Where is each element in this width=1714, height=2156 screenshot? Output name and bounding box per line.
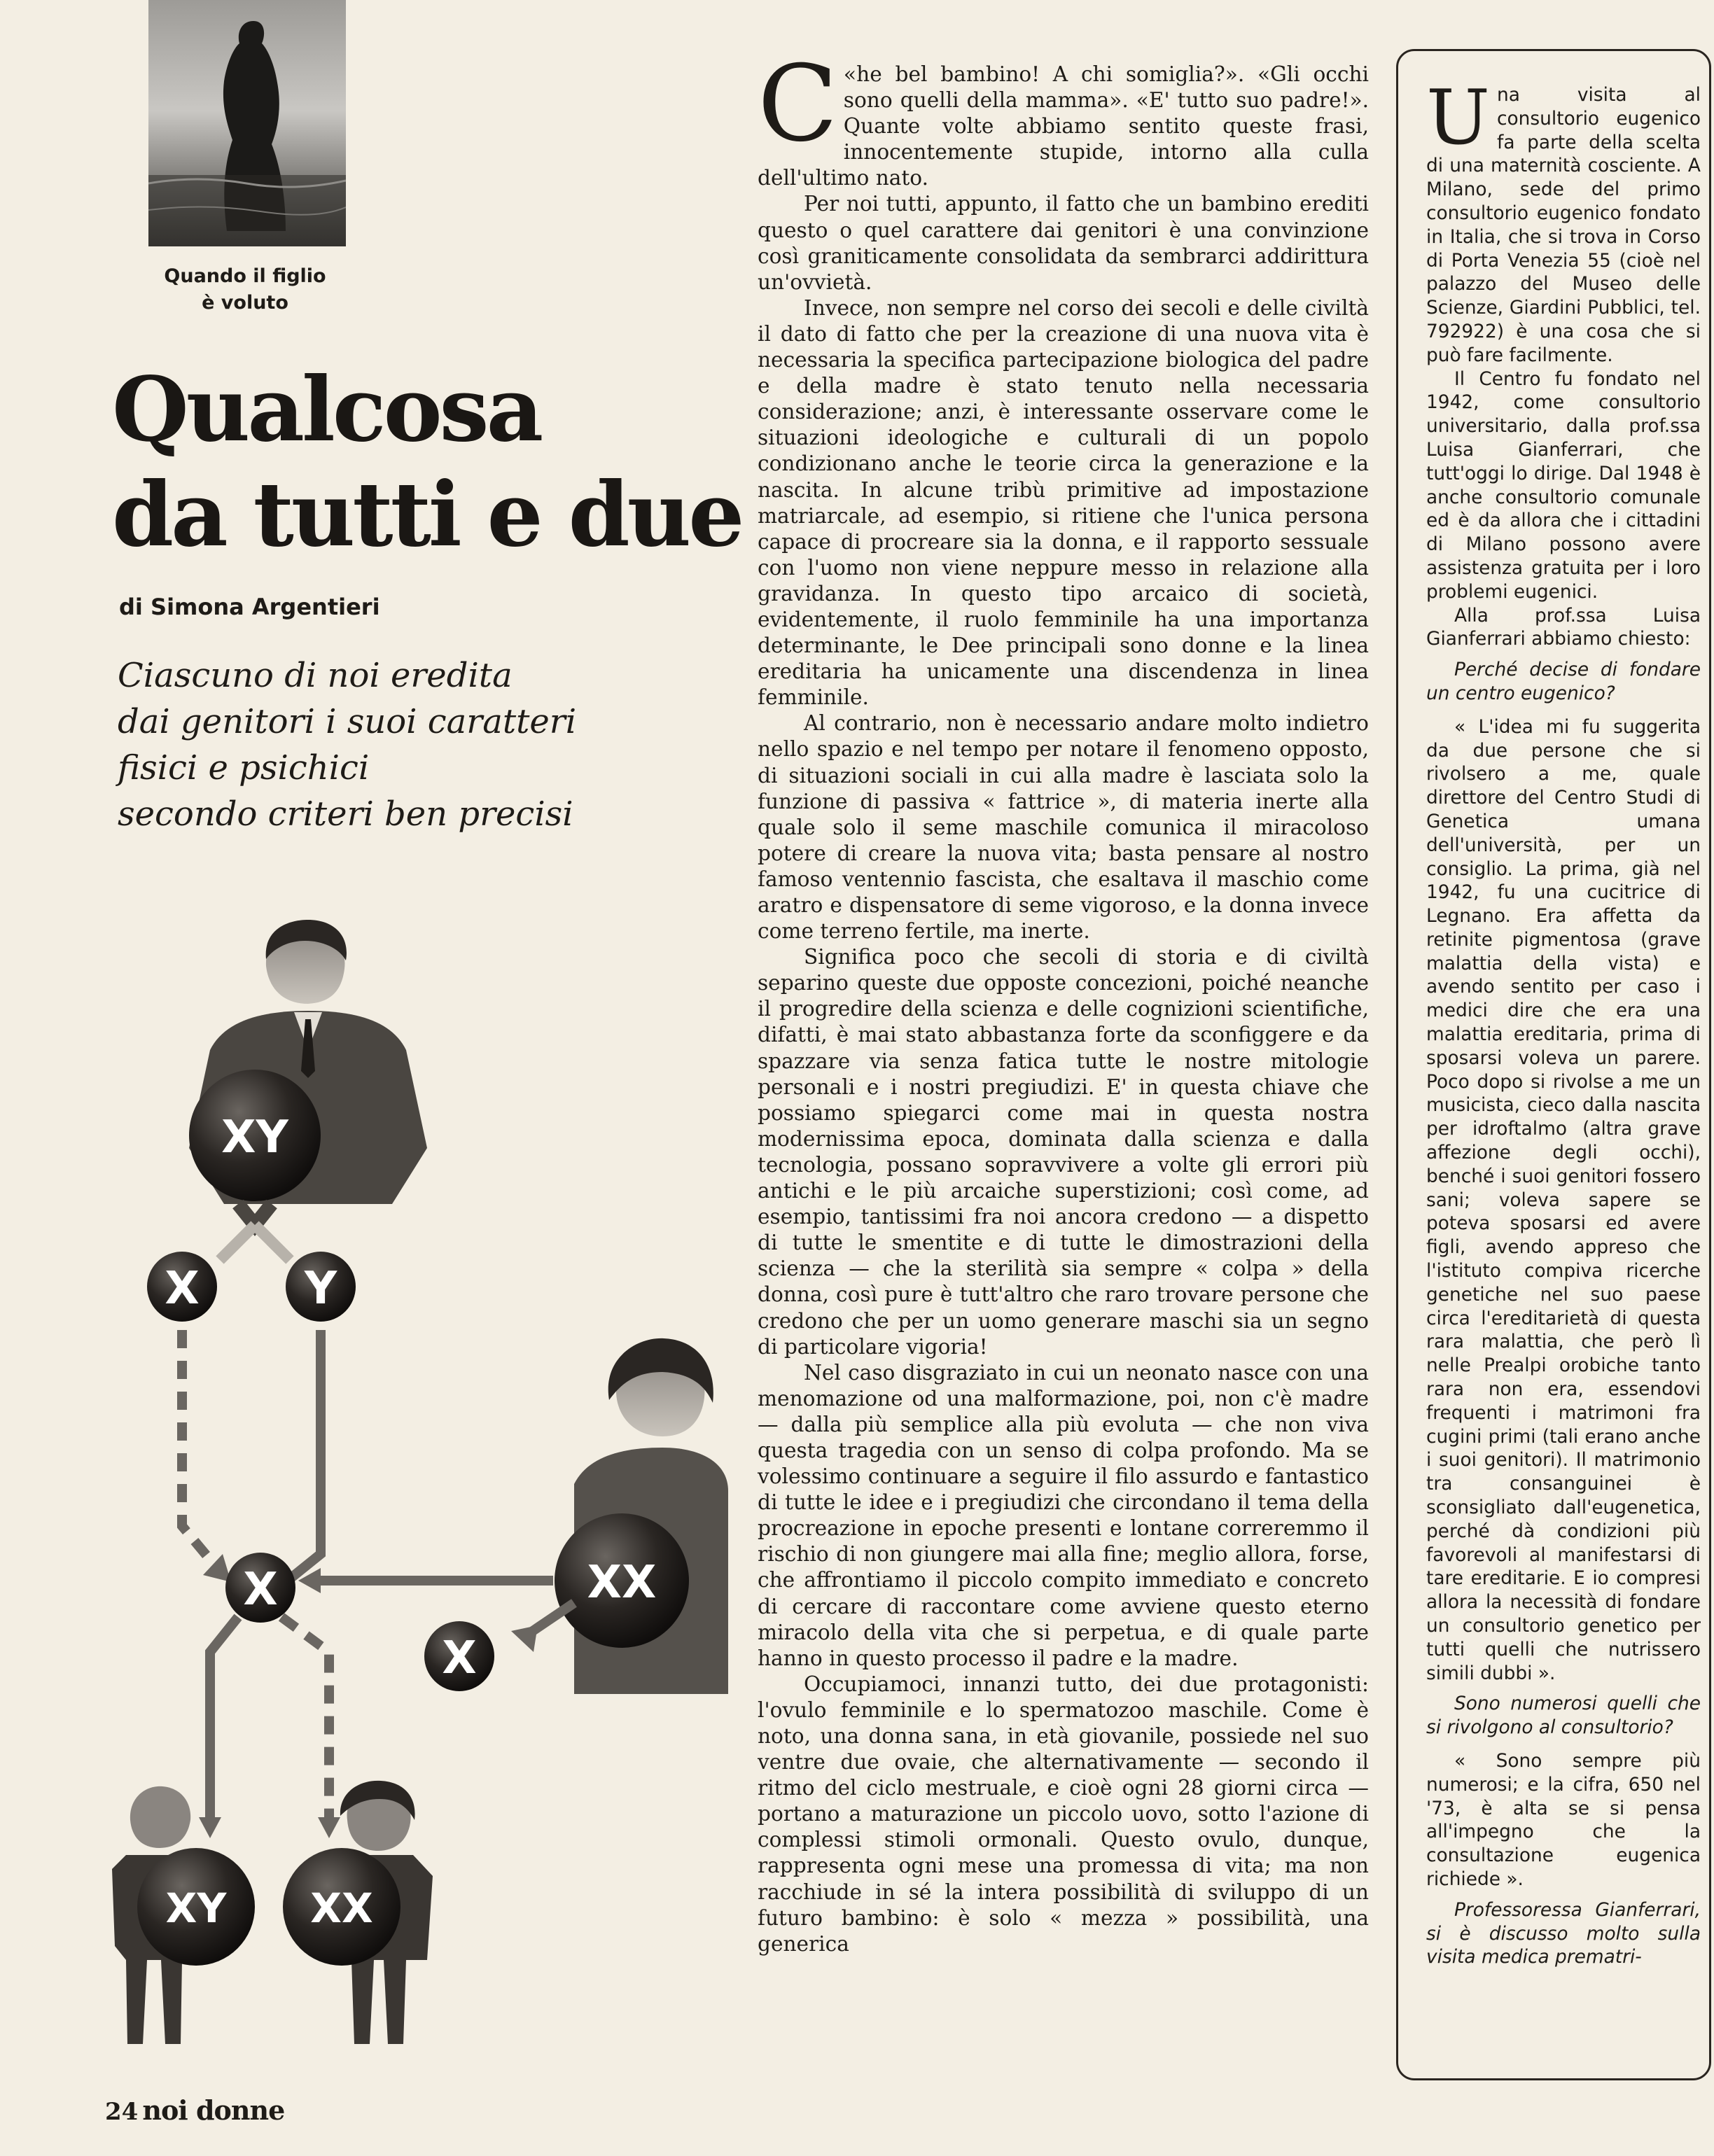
arrow-to-son <box>210 1617 238 1820</box>
sidebar-question-3: Professoressa Gianferrari, si è discusso molto sulla visita medica prematri- <box>1426 1898 1701 1968</box>
svg-text:X: X <box>243 1564 278 1616</box>
svg-text:XY: XY <box>165 1884 227 1932</box>
sidebar-paragraph-3: Alla prof.ssa Luisa Gianferrari abbiamo chiesto: <box>1426 604 1701 650</box>
dashed-arrow-to-daughter <box>281 1617 329 1820</box>
photo-caption: Quando il figlio è voluto <box>164 265 326 314</box>
interview-sidebar <box>1396 49 1711 2080</box>
magazine-name: noi donne <box>142 2094 285 2126</box>
page-number: 24 <box>105 2098 139 2126</box>
byline: di Simona Argentieri <box>119 594 380 620</box>
sidebar-answer-2: « Sono sempre più numerosi; e la cifra, 650 nel '73, è alta se si pensa all'impegno che la consultazione eugenica richiede ». <box>1426 1749 1701 1890</box>
son-chromosome-ball <box>137 1848 255 1966</box>
svg-text:X: X <box>165 1263 200 1315</box>
deck-subtitle: Ciascuno di noi eredita dai genitori i suoi caratteri fisici e psichici secondo criteri ben precisi <box>118 656 577 834</box>
inheritance-diagram <box>98 910 728 2058</box>
sidebar-question-2: Sono numerosi quelli che si rivolgono al consultorio? <box>1426 1693 1701 1739</box>
zygote-ball <box>225 1553 295 1623</box>
page-title: Qualcosa da tutti e due <box>112 358 742 566</box>
dashed-arrow-x <box>182 1330 217 1568</box>
sidebar-intro: Una visita al consultorio eugenico fa parte della scelta di una maternità cosciente. A Milano, sede del primo consultorio eugenico fondato in Italia, che si trova in Corso di Porta Venezia 55 (cioè nel palazzo del Museo delle Scienze, Giardini Pubblici, tel. 792922) è una cosa che si può fare facilmente. <box>1426 74 1701 366</box>
svg-text:Y: Y <box>304 1263 337 1315</box>
silhouette-figure <box>148 0 346 246</box>
mother-gamete-x <box>424 1621 494 1691</box>
photo-woman-in-water <box>148 0 346 246</box>
article-paragraph-6: Nel caso disgraziato in cui un neonato nasce con una menomazione od una malformazione, poi, non c'è madre — dalla più semplice alla più evoluta — che non viva questa tragedia con un senso di colpa profondo. Ma se volessimo continuare a seguire il filo assurdo e fantastico di tutte le idee e i pregiudizi che circondano il tema della procreazione in epoche presenti e lontane correremmo il rischio di non giungere mai alla fine; meglio allora, forse, che affrontiamo il piccolo compito immediato e concreto di cercare di raccontare come avviene questo eterno miracolo della vita che si perpetua, e di quale parte hanno in questo processo il padre e la madre. <box>758 1360 1369 1670</box>
svg-text:XX: XX <box>310 1884 373 1932</box>
sidebar-paragraph-2: Il Centro fu fondato nel 1942, come consultorio universitario, dalla prof.ssa Luisa Gianferrari, che tutt'oggi lo dirige. Dal 1948 è anche consultorio comunale ed è da allora che i cittadini di Milano possono avere assistenza gratuita per i loro problemi eugenici. <box>1426 368 1701 603</box>
mother-chromosome-ball <box>555 1513 689 1648</box>
father-label: XY <box>221 1112 288 1163</box>
article-dropcap: C <box>758 43 838 165</box>
sidebar-answer-1: « L'idea mi fu suggerita da due persone che si rivolsero a me, quale direttore del Centro Studi di Genetica umana dell'università, per un consiglio. La prima, già nel 1942, fu una cucitrice di Legnano. Era affetta da retinite pigmentosa (grave malattia della vista) e avendo sentito per caso i medici dire che era una malattia ereditaria, prima di sposarsi voleva un parere. Poco dopo si rivolse a me un musicista, cieco dalla nascita per idroftalmo (altra grave affezione degli occhi), benché i suoi genitori fossero sani; voleva sapere se poteva sposarsi ed avere figli, avendo appreso che l'istituto compiva ricerche genetiche nel suo paese circa l'ereditarietà di questa rara malattia, che però lì nelle Prealpi orobiche tanto rara non era, essendovi frequenti i matrimoni fra cugini primi (tali erano anche i suoi genitori). Il matrimonio tra consanguinei è sconsigliato dall'eugenetica, perché dà condizioni più favorevoli al manifestarsi di tare ereditarie. E io compresi allora la necessità di fondare un consultorio genetico per tutti quelli che nutrissero simili dubbi ». <box>1426 715 1701 1684</box>
page-footer <box>105 2094 284 2126</box>
article-paragraph-7: Occupiamoci, innanzi tutto, dei due protagonisti: l'ovulo femminile e lo spermatozoo maschile. Come è noto, una donna sana, in età giovanile, possiede nel suo ventre due ovaie, che alternativamente — secondo il ritmo del ciclo mestruale, e cioè ogni 28 giorni circa — portano a maturazione un piccolo uovo, sotto l'azione di complessi stimoli ormonali. Questo ovulo, dunque, rappresenta ogni mese una promessa di vita; ma non racchiude in sé la intera possibilità di sviluppo di un futuro bambino: è solo « mezza » possibilità, una generica <box>758 1672 1369 1956</box>
article-paragraph-4: Al contrario, non è necessario andare molto indietro nello spazio e nel tempo per notare il fenomeno opposto, di situazioni sociali in cui alla madre è lasciata solo la funzione di passiva « fattrice », di materia inerte alla quale solo il seme maschile comunica il miracoloso potere di creare la nuova vita; basta pensare al nostro famoso ventennio fascista, che esaltava il maschio come aratro e dispensatore di seme vigoroso, e la donna invece come terreno fertile, ma inerte. <box>758 711 1369 944</box>
article-body <box>758 43 1369 1957</box>
sidebar-question-1: Perché decise di fondare un centro eugenico? <box>1426 659 1701 704</box>
open-quote: « <box>843 62 857 87</box>
sidebar-dropcap: U <box>1426 74 1491 162</box>
mother-label: XX <box>587 1557 657 1609</box>
article-paragraph-1: « C he bel bambino! A chi somiglia?». «Gli occhi sono quelli della mamma». «E' tutto suo padre!». Quante volte abbiamo sentito queste frasi, innocentemente stupide, intorno alla culla dell'ultimo nato. <box>758 43 1369 190</box>
svg-text:X: X <box>442 1632 477 1684</box>
solid-arrow-y <box>277 1330 321 1589</box>
gamete-y <box>286 1252 356 1322</box>
article-paragraph-5: Significa poco che secoli di storia e di civiltà separino queste due opposte concezioni, poiché neanche il progredire della scienza e delle cognizioni scientifiche, difatti, è mai stato abbastanza forte da sconfiggere e da spazzare via senza fatica tutte le nostre mitologie personali e i nostri pregiudizi. E' in questa chiave che possiamo spiegarci come mai in questa nostra modernissima epoca, dominata dalla scienza e dalla tecnologia, possano sopravvivere a volte gli errori più antichi e le più arcaiche superstizioni; così come, ad esempio, tantissimi fra noi ancora credono — a dispetto di tutte le smentite e di tutte le dimostrazioni della scienza — che la sterilità sia sempre « colpa » della donna, così pure è tutt'altro che raro trovare persone che credono che per un uomo generare maschi sia un segno di particolare vigoria! <box>758 945 1369 1359</box>
daughter-chromosome-ball <box>283 1848 400 1966</box>
article-paragraph-2: Per noi tutti, appunto, il fatto che un bambino erediti questo o quel carattere dai genitori è una convinzione così graniticamente consolidata da sembrarci addirittura un'ovvietà. <box>758 192 1369 294</box>
gamete-x <box>147 1252 217 1322</box>
split-connector <box>238 1204 272 1225</box>
article-paragraph-3: Invece, non sempre nel corso dei secoli e delle civiltà il dato di fatto che per la creazione di una nuova vita è necessaria la specifica partecipazione biologica del padre e della madre è stato tenuto nella necessaria considerazione; anzi, è interessante osservare come le situazioni ideologiche e culturali di un popolo condizionano anche le teorie circa la generazione e la nascita. In alcune tribù primitive ad impostazione matriarcale, ad esempio, si ritiene che l'unica persona capace di procreare sia la donna, e il rapporto sessuale con l'uomo non viene neppure messo in relazione alla gravidanza. In questo tipo arcaico di società, evidentemente, il ruolo femminile ha una importanza determinante, le Dee principali sono donne e la linea ereditaria ha unicamente una discendenza in linea femminile. <box>758 295 1369 710</box>
father-chromosome-ball <box>189 1070 321 1201</box>
